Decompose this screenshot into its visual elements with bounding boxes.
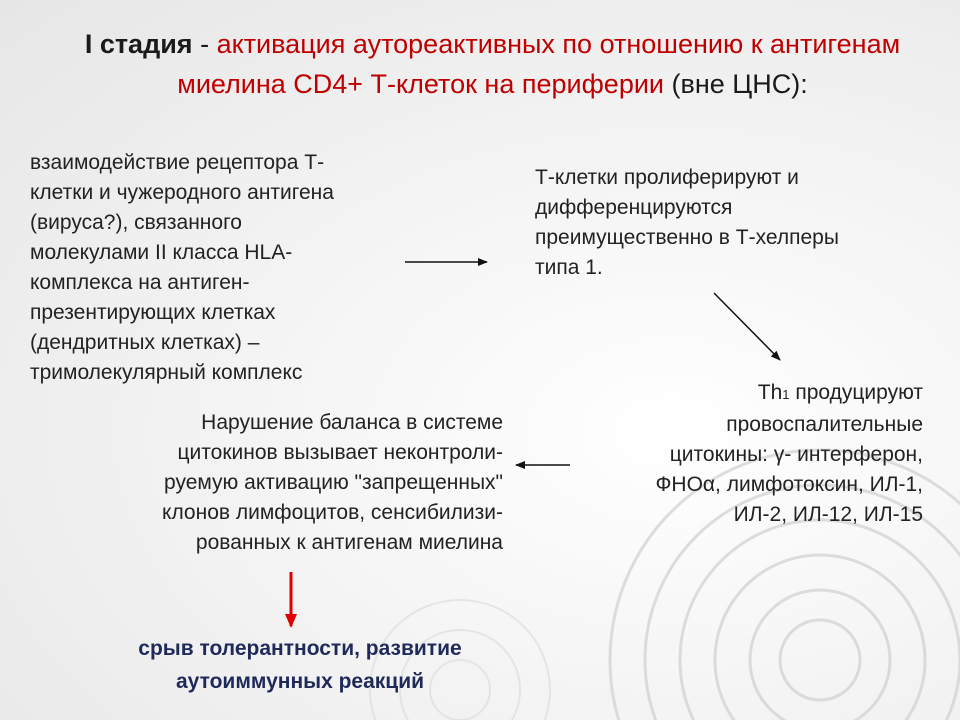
text-line: срыв толерантности, развитие xyxy=(138,637,462,660)
text-line: цитокинов вызывает неконтроли- xyxy=(177,441,503,464)
th-subscript: 1 xyxy=(782,387,790,402)
th-label: Th xyxy=(757,381,783,404)
text-line: (дендритных клетках) – xyxy=(30,331,260,354)
title-heading: активация аутореактивных по отношению к антигенам миелина CD4+ Т-клеток на периферии xyxy=(177,29,901,99)
text-line: Т-клетки пролиферируют и xyxy=(535,166,799,189)
title-dash: - xyxy=(192,29,217,59)
text-line: рованных к антигенам миелина xyxy=(195,531,503,554)
text-line: ФНОα, лимфотоксин, ИЛ-1, xyxy=(655,473,923,496)
text-line: комплекса на антиген- xyxy=(30,271,250,294)
text-line: провоспалительные xyxy=(726,413,923,436)
text-line: цитокины: γ- интерферон, xyxy=(669,443,923,466)
text-line: молекулами II класса HLA- xyxy=(30,241,293,264)
text-line: аутоиммунных реакций xyxy=(175,670,425,693)
text-line: клонов лимфоцитов, сенсибилизи- xyxy=(162,501,503,524)
text-line: презентирующих клетках xyxy=(30,301,276,324)
text-line: типа 1. xyxy=(535,256,603,279)
text-line: Нарушение баланса в системе xyxy=(201,411,503,434)
title-suffix: (вне ЦНС): xyxy=(664,69,808,99)
text-line: клетки и чужеродного антигена xyxy=(30,181,334,204)
stage-label: I стадия xyxy=(84,29,193,59)
text-line: дифференцируются xyxy=(535,196,733,219)
arrow-diagonal-down xyxy=(714,293,780,360)
text-line: взаимодействие рецептора Т- xyxy=(30,151,325,174)
text-line: руемую активацию "запрещенных" xyxy=(164,471,503,494)
text-line: ИЛ-2, ИЛ-12, ИЛ-15 xyxy=(733,503,923,526)
th-line-rest: продуцируют xyxy=(789,381,923,404)
text-line: тримолекулярный комплекс xyxy=(30,361,303,384)
text-line: (вируса?), связанного xyxy=(30,211,242,234)
text-line: преимущественно в Т-хелперы xyxy=(535,226,839,249)
